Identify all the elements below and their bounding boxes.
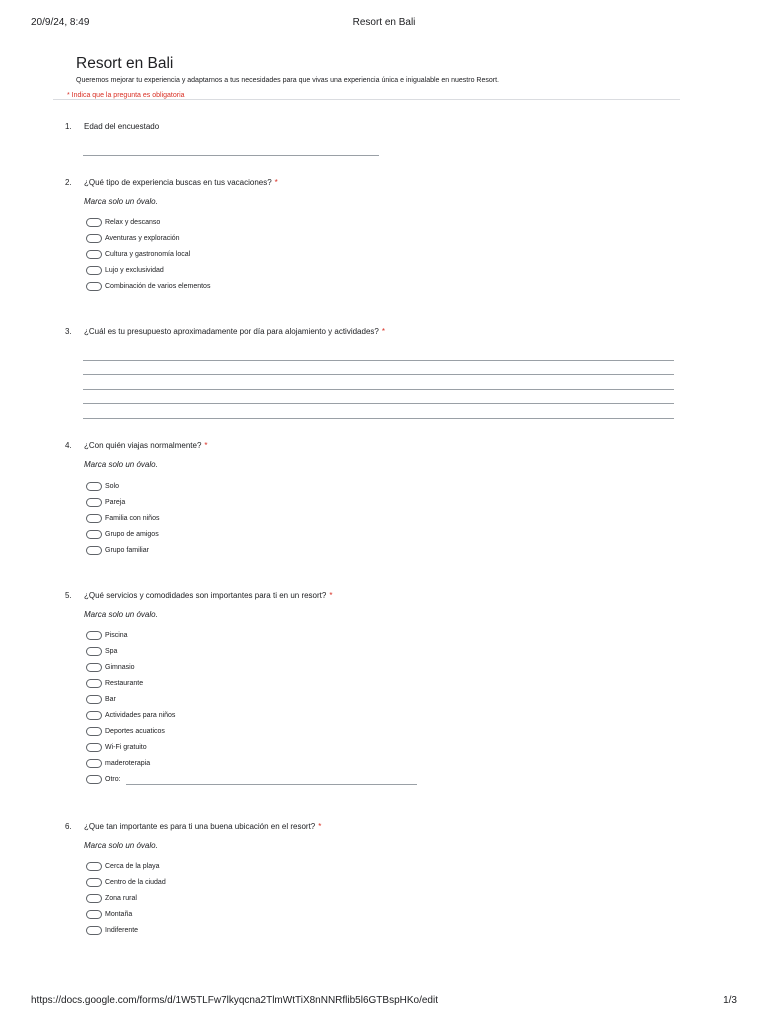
form-description: Queremos mejorar tu experiencia y adaptarnos a tus necesidades para que vivas una experiencia única e inigualable en nuestro Resort. — [76, 77, 499, 84]
header-divider — [53, 99, 680, 100]
question-1-text: Edad del encuestado — [84, 122, 160, 131]
radio-oval[interactable] — [86, 759, 102, 768]
radio-oval[interactable] — [86, 894, 102, 903]
question-4-option[interactable] — [86, 530, 446, 540]
radio-oval[interactable] — [86, 546, 102, 555]
question-3-answer-line[interactable] — [83, 403, 674, 404]
radio-oval[interactable] — [86, 282, 102, 291]
option-label: Lujo y exclusividad — [105, 267, 164, 274]
option-label: Wi-Fi gratuito — [105, 744, 147, 751]
option-label: Actividades para niños — [105, 712, 176, 719]
question-4-hint: Marca solo un óvalo. — [84, 460, 158, 469]
radio-oval[interactable] — [86, 679, 102, 688]
question-5-hint: Marca solo un óvalo. — [84, 610, 158, 619]
question-5-option[interactable] — [86, 711, 446, 721]
option-label: Grupo de amigos — [105, 531, 159, 538]
radio-oval[interactable] — [86, 711, 102, 720]
radio-oval[interactable] — [86, 482, 102, 491]
question-5-option[interactable] — [86, 759, 446, 769]
question-4-option[interactable] — [86, 498, 446, 508]
radio-oval[interactable] — [86, 926, 102, 935]
question-2-option[interactable] — [86, 266, 446, 276]
question-2-option[interactable] — [86, 282, 446, 292]
question-5-option[interactable] — [86, 695, 446, 705]
option-label: Grupo familiar — [105, 547, 149, 554]
option-label: Aventuras y exploración — [105, 235, 180, 242]
radio-oval[interactable] — [86, 910, 102, 919]
question-3-answer-line[interactable] — [83, 360, 674, 361]
question-4-option[interactable] — [86, 482, 446, 492]
print-datetime: 20/9/24, 8:49 — [31, 17, 90, 28]
question-3-answer-line[interactable] — [83, 389, 674, 390]
required-asterisk: * — [318, 822, 322, 831]
option-label: Montaña — [105, 911, 133, 918]
other-text-field[interactable] — [126, 784, 417, 785]
option-label: Cultura y gastronomía local — [105, 251, 191, 258]
question-5-number: 5. — [65, 591, 72, 600]
radio-oval[interactable] — [86, 250, 102, 259]
radio-oval[interactable] — [86, 743, 102, 752]
question-5-option[interactable] — [86, 631, 446, 641]
question-6-number: 6. — [65, 822, 72, 831]
option-label: Piscina — [105, 632, 128, 639]
radio-oval[interactable] — [86, 775, 102, 784]
question-1-answer-field[interactable] — [83, 155, 379, 156]
print-page-number: 1/3 — [723, 995, 737, 1006]
question-6-hint: Marca solo un óvalo. — [84, 841, 158, 850]
print-header — [31, 17, 737, 31]
question-2-number: 2. — [65, 178, 72, 187]
question-4-option[interactable] — [86, 546, 446, 556]
question-5-option[interactable] — [86, 727, 446, 737]
option-label: Indiferente — [105, 927, 139, 934]
question-4-option[interactable] — [86, 514, 446, 524]
question-3-answer-line[interactable] — [83, 374, 674, 375]
option-label: Gimnasio — [105, 664, 135, 671]
question-6-text: ¿Que tan importante es para ti una buena ubicación en el resort? * — [84, 822, 322, 831]
required-asterisk: * — [381, 327, 385, 336]
required-note: * Indica que la pregunta es obligatoria — [67, 92, 185, 99]
radio-oval[interactable] — [86, 498, 102, 507]
question-6-option[interactable] — [86, 862, 446, 872]
print-doc-title: Resort en Bali — [352, 17, 416, 28]
print-footer — [31, 995, 737, 1009]
question-2-text: ¿Qué tipo de experiencia buscas en tus vacaciones? * — [84, 178, 278, 187]
question-3-answer-line[interactable] — [83, 418, 674, 419]
radio-oval[interactable] — [86, 218, 102, 227]
question-5-option[interactable] — [86, 679, 446, 689]
option-label: Deportes acuaticos — [105, 728, 165, 735]
option-label: Otro: — [105, 776, 121, 783]
option-label: Cerca de la playa — [105, 863, 160, 870]
option-label: maderoterapia — [105, 760, 151, 767]
question-3-number: 3. — [65, 327, 72, 336]
radio-oval[interactable] — [86, 727, 102, 736]
question-6-option[interactable] — [86, 878, 446, 888]
radio-oval[interactable] — [86, 530, 102, 539]
question-2-option[interactable] — [86, 250, 446, 260]
option-label: Bar — [105, 696, 116, 703]
option-label: Combinación de varios elementos — [105, 283, 211, 290]
question-2-option[interactable] — [86, 234, 446, 244]
radio-oval[interactable] — [86, 862, 102, 871]
radio-oval[interactable] — [86, 647, 102, 656]
option-label: Zona rural — [105, 895, 137, 902]
question-5-text: ¿Qué servicios y comodidades son importantes para ti en un resort? * — [84, 591, 333, 600]
option-label: Spa — [105, 648, 118, 655]
question-4-number: 4. — [65, 441, 72, 450]
question-5-option[interactable] — [86, 743, 446, 753]
required-asterisk: * — [204, 441, 208, 450]
question-5-option-other[interactable] — [86, 775, 446, 785]
radio-oval[interactable] — [86, 663, 102, 672]
question-6-option[interactable] — [86, 910, 446, 920]
option-label: Pareja — [105, 499, 126, 506]
radio-oval[interactable] — [86, 631, 102, 640]
required-asterisk: * — [274, 178, 278, 187]
question-5-option[interactable] — [86, 647, 446, 657]
option-label: Restaurante — [105, 680, 144, 687]
required-asterisk: * — [329, 591, 333, 600]
question-2-option[interactable] — [86, 218, 446, 228]
question-2-hint: Marca solo un óvalo. — [84, 197, 158, 206]
question-4-text: ¿Con quién viajas normalmente? * — [84, 441, 208, 450]
question-6-option[interactable] — [86, 926, 446, 936]
print-url: https://docs.google.com/forms/d/1W5TLFw7lkyqcna2TlmWtTiX8nNNRflib5l6GTBspHKo/edit — [31, 995, 438, 1006]
form-title: Resort en Bali — [76, 55, 174, 72]
option-label: Familia con niños — [105, 515, 160, 522]
question-5-option[interactable] — [86, 663, 446, 673]
option-label: Centro de la ciudad — [105, 879, 166, 886]
radio-oval[interactable] — [86, 695, 102, 704]
option-label: Relax y descanso — [105, 219, 161, 226]
radio-oval[interactable] — [86, 514, 102, 523]
radio-oval[interactable] — [86, 266, 102, 275]
radio-oval[interactable] — [86, 878, 102, 887]
question-1-number: 1. — [65, 122, 72, 131]
radio-oval[interactable] — [86, 234, 102, 243]
option-label: Solo — [105, 483, 120, 490]
question-6-option[interactable] — [86, 894, 446, 904]
question-3-text: ¿Cuál es tu presupuesto aproximadamente por día para alojamiento y actividades? * — [84, 327, 385, 336]
